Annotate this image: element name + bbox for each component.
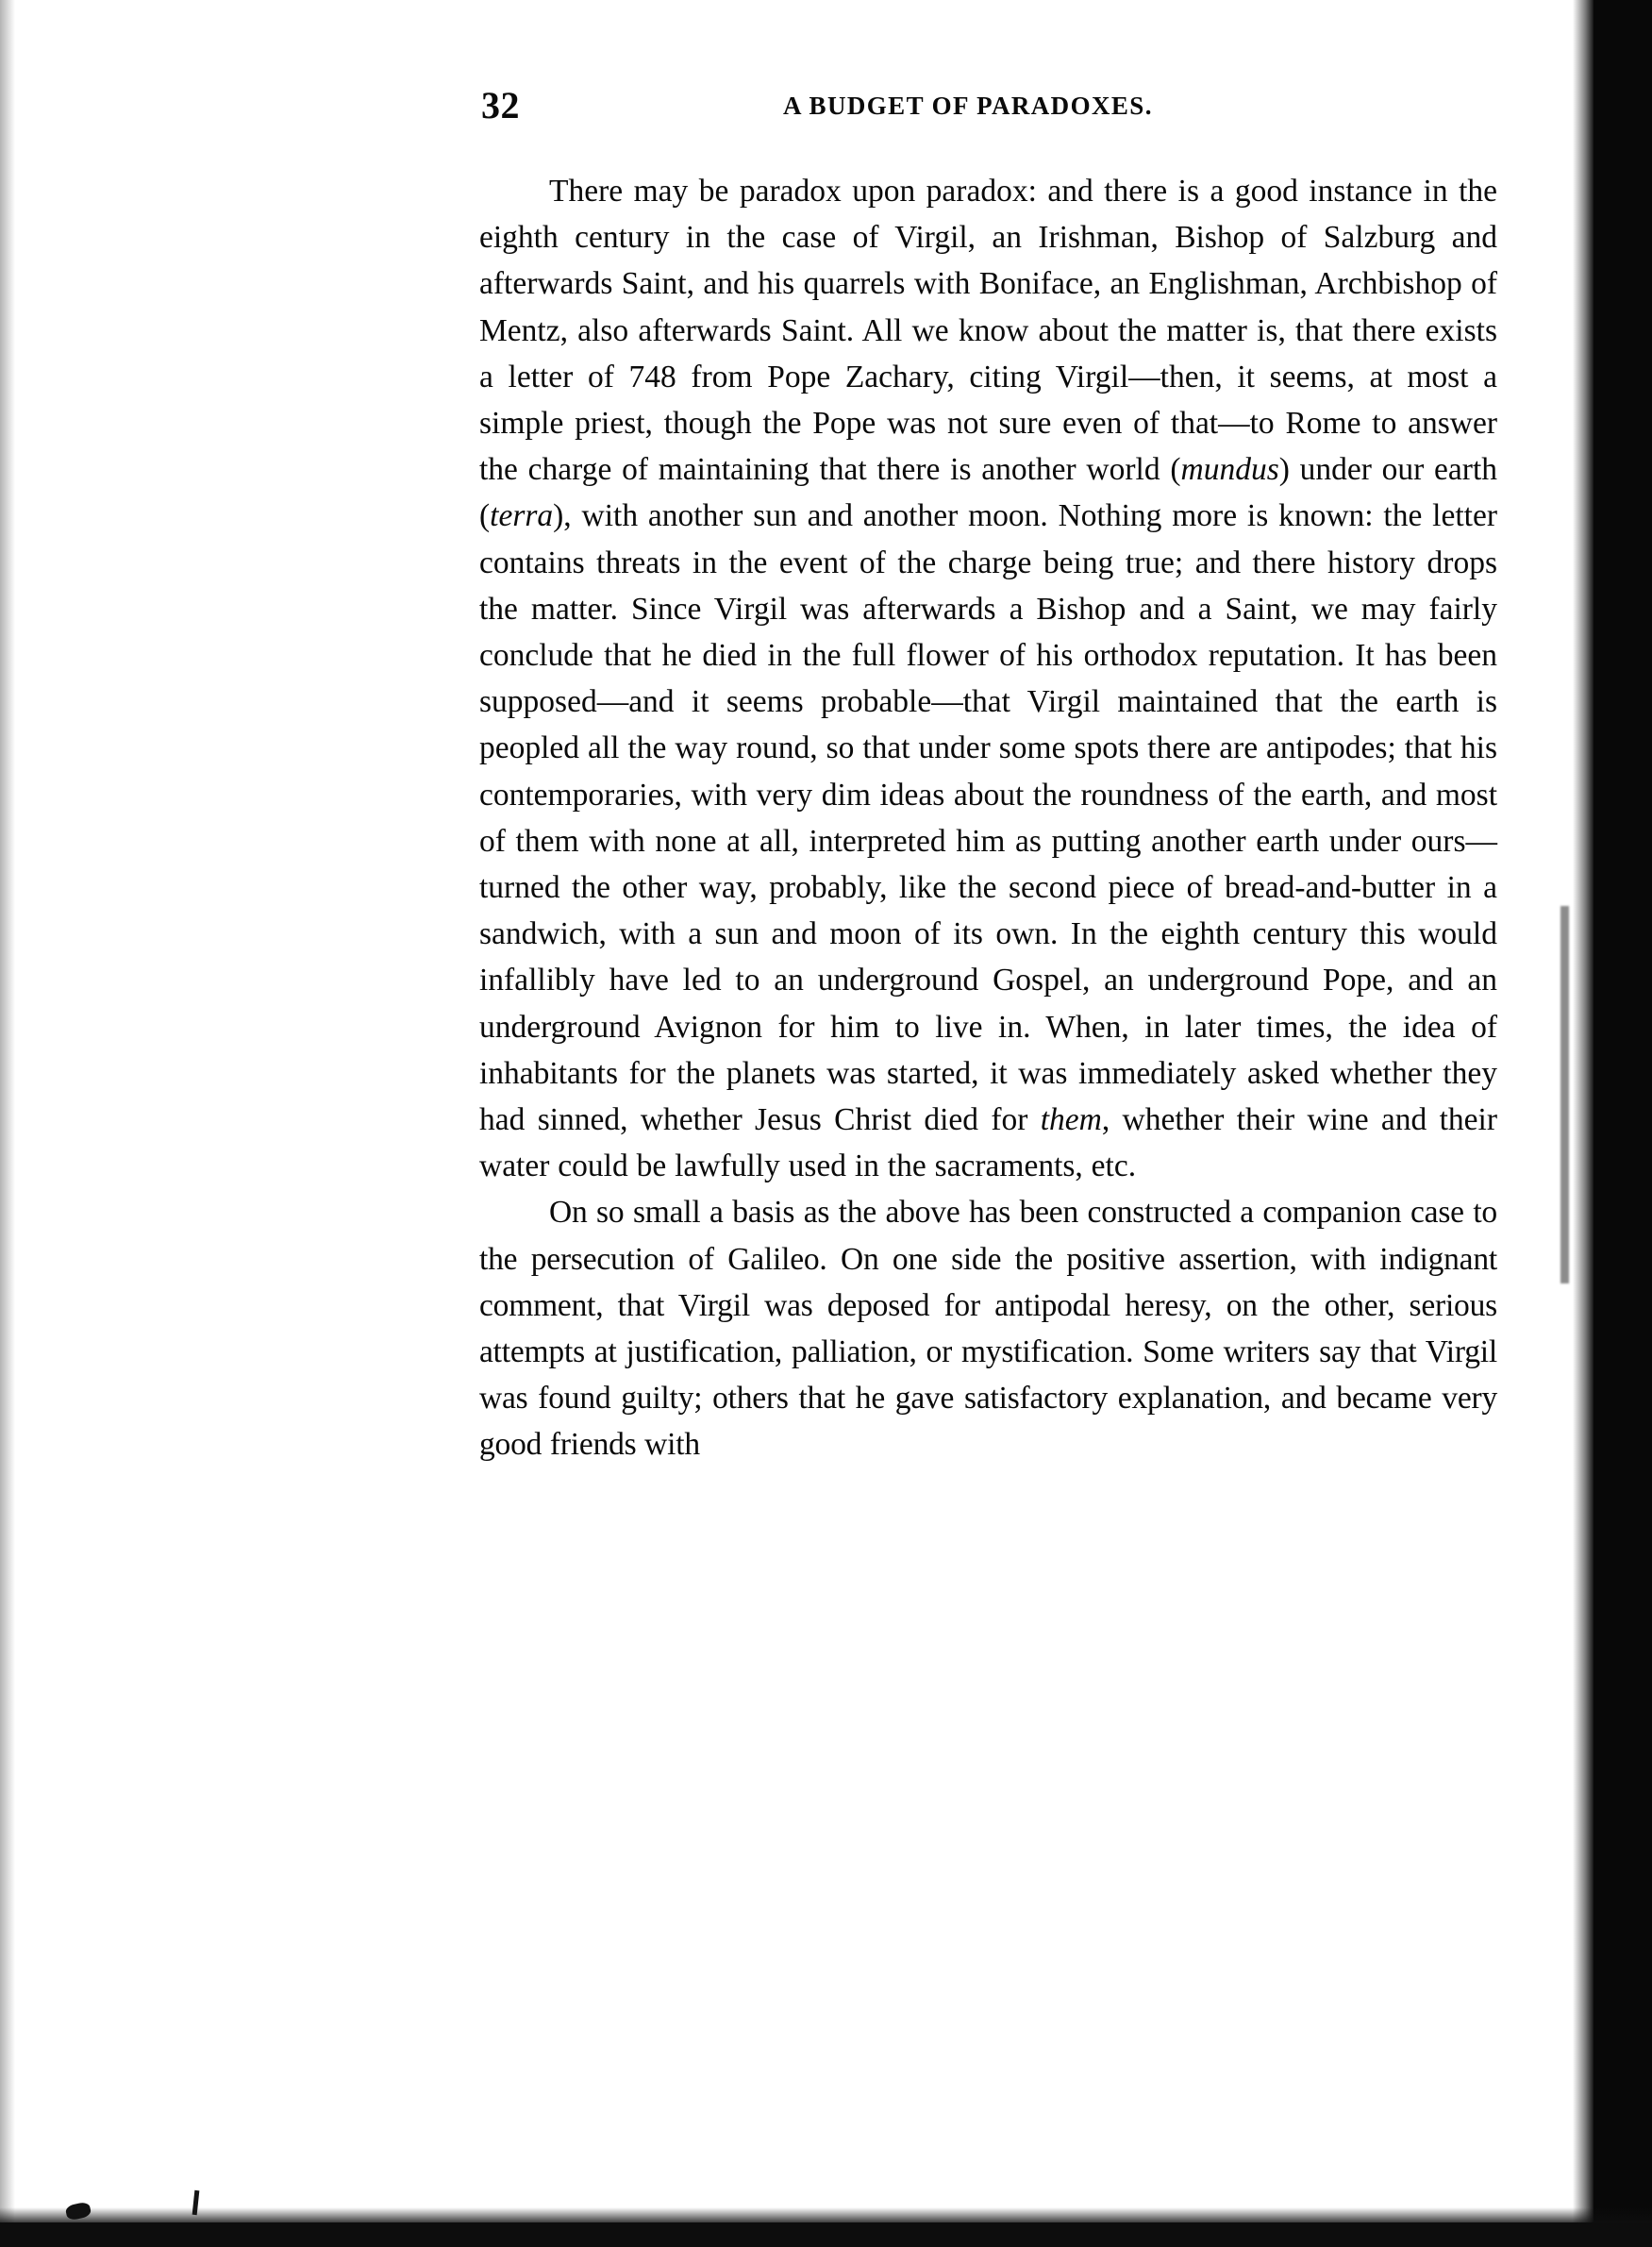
page-header (0, 83, 1547, 125)
page-right-edge-shadow (1594, 0, 1652, 2247)
page-right-edge-gradient (1573, 0, 1594, 2247)
page-bottom-edge-shadow (0, 2222, 1652, 2247)
page-number: 32 (481, 84, 520, 126)
paragraph-virgil-part-4: , whether their wine and their water could be lawfully used in the sacraments, etc. (479, 1102, 1497, 1184)
italic-them: them (1040, 1102, 1102, 1138)
page-left-edge-shadow (0, 0, 15, 2247)
italic-mundus: mundus (1180, 452, 1279, 488)
paragraph-virgil-part-3: ), with another sun and another moon. Nothing more is known: the letter contains threats in the event of the charge being true; and there history drops the matter. Since Virgil was afterwards a Bishop and a Saint, we may fairly conclude that he died in the full flower of his orthodox reputation. It has been supposed—and it seems probable—that Virgil maintained that the earth is peopled all the way round, so that under some spots there are antipodes; that his contemporaries, with very dim ideas about the roundness of the earth, and most of them with none at all, interpreted him as putting another earth under ours—turned the other way, probably, like the second piece of bread-and-butter in a sandwich, with a sun and moon of its own. In the eighth century this would infallibly have led to an underground Gospel, an underground Pope, and an underground Avignon for him to live in. When, in later times, the idea of inhabitants for the planets was started, it was immediately asked whether they had sinned, whether Jesus Christ died for (479, 498, 1497, 1138)
paragraph-galileo-comparison: On so small a basis as the above has been constructed a companion case to the persecution of Galileo. On one side the positive assertion, with indignant comment, that Virgil was deposed for antipodal heresy, on the other, serious attempts at justification, palliation, or mystification. Some writers say that Virgil was found guilty; others that he gave satisfactory explanation, and became very good friends with (479, 1195, 1497, 1463)
body-text-block (479, 168, 1497, 1468)
paragraph-virgil-part-2: ) under our earth ( (479, 452, 1497, 534)
running-head-title: A BUDGET OF PARADOXES. (783, 92, 1153, 120)
scan-artifact-streak (1560, 906, 1569, 1283)
paragraph-virgil-part-1: There may be paradox upon paradox: and there is a good instance in the eighth century in the case of Virgil, an Irishman, Bishop of Salzburg and afterwards Saint, and his quarrels with Boniface, an Englishman, Archbishop of Mentz, also afterwards Saint. All we know about the matter is, that there exists a letter of 748 from Pope Zachary, citing Virgil—then, it seems, at most a simple priest, though the Pope was not sure even of that—to Rome to answer the charge of maintaining that there is another world ( (479, 174, 1497, 488)
paragraph-virgil (479, 168, 1497, 1189)
italic-terra: terra (490, 498, 554, 534)
page-bottom-edge-gradient (0, 2207, 1652, 2222)
